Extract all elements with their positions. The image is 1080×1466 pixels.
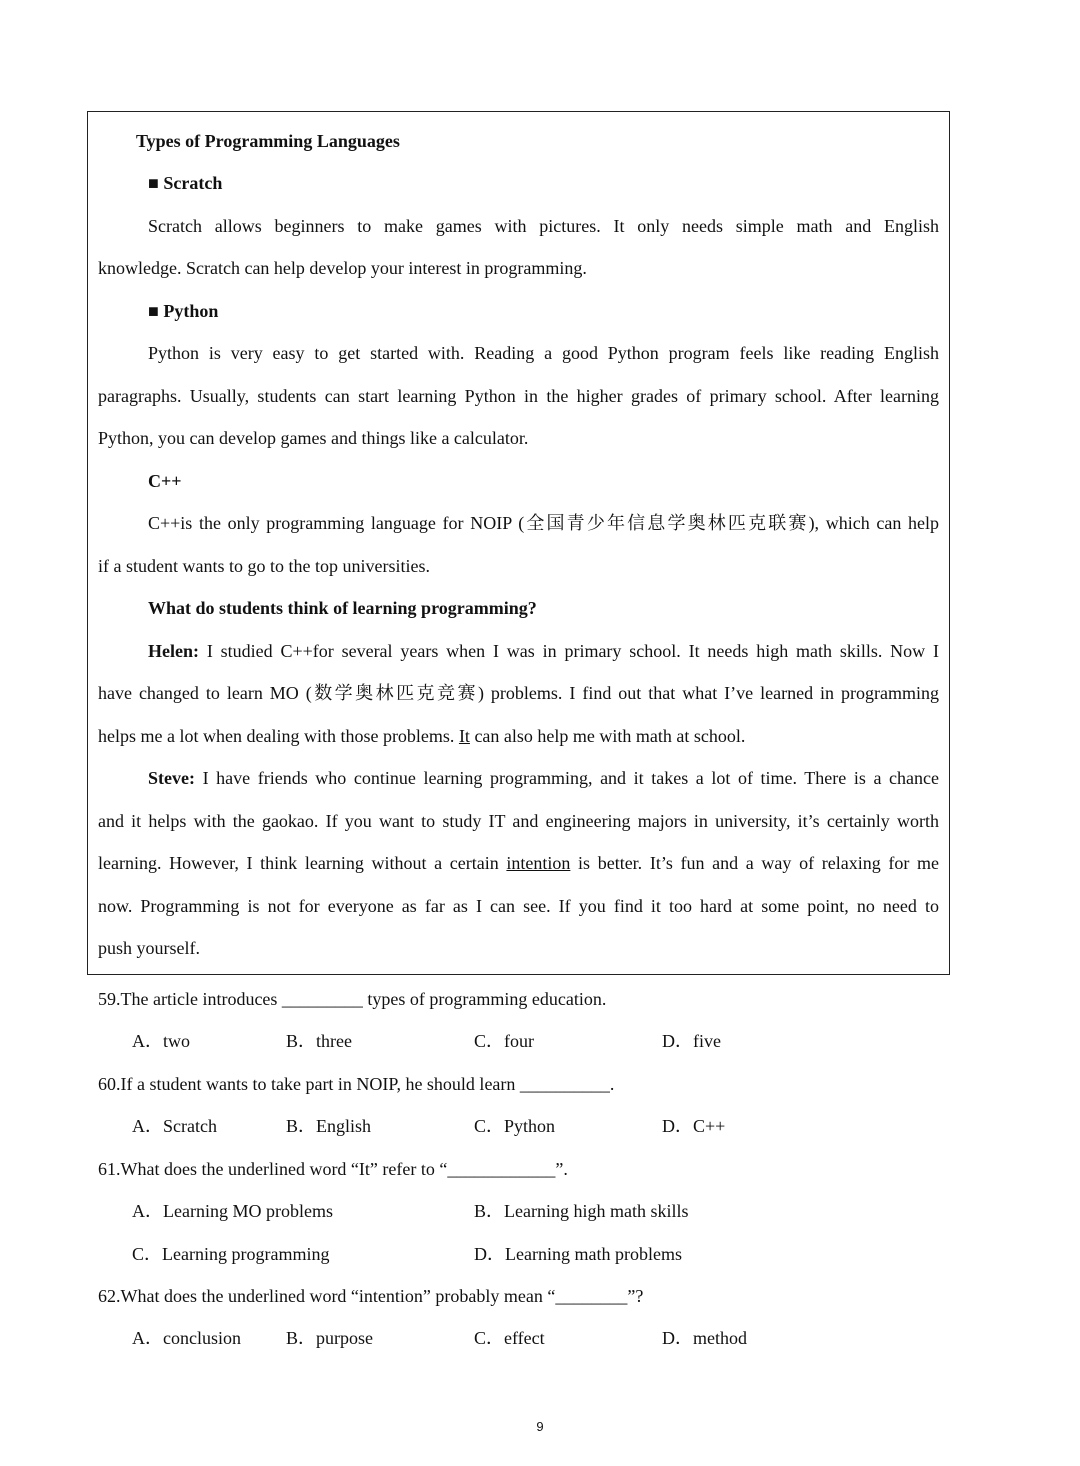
python-text-line-1: Python is very easy to get started with. Reading a good Python program feels like reading English: [148, 343, 939, 363]
steve-line-5: push yourself.: [98, 938, 200, 958]
scratch-heading: ■ Scratch: [148, 173, 223, 193]
passage-title: Types of Programming Languages: [136, 131, 400, 151]
python-text-line-2: paragraphs. Usually, students can start learning Python in the higher grades of primary school. After learning: [98, 386, 939, 406]
helen-text-3a: helps me a lot when dealing with those problems.: [98, 726, 459, 746]
question-61-option-b[interactable]: B．Learning high math skills: [474, 1201, 689, 1221]
steve-text-1: I have friends who continue learning programming, and it takes a lot of time. There is a chance: [194, 768, 939, 788]
question-62-option-b[interactable]: B．purpose: [286, 1328, 373, 1348]
passage-box: [87, 111, 950, 975]
python-text-line-3: Python, you can develop games and things like a calculator.: [98, 428, 529, 448]
underlined-it: It: [458, 726, 470, 746]
python-heading: ■ Python: [148, 301, 219, 321]
helen-line-2: have changed to learn MO (数学奥林匹克竞赛) problems. I find out that what I’ve learned in programming: [98, 683, 939, 703]
question-59-option-b[interactable]: B．three: [286, 1031, 352, 1051]
question-61-option-c[interactable]: C．Learning programming: [132, 1244, 330, 1264]
question-62-option-d[interactable]: D．method: [662, 1328, 747, 1348]
question-60-stem: 60.If a student wants to take part in NOIP, he should learn __________.: [98, 1074, 615, 1094]
steve-line-1: [148, 767, 939, 789]
helen-name: Helen:: [148, 641, 199, 661]
helen-line-3: [98, 725, 745, 747]
cpp-text-line-2: if a student wants to go to the top universities.: [98, 556, 430, 576]
question-60-option-b[interactable]: B．English: [286, 1116, 372, 1136]
scratch-text-line-2: knowledge. Scratch can help develop your interest in programming.: [98, 258, 587, 278]
question-60-option-a[interactable]: A．Scratch: [132, 1116, 217, 1136]
question-59-option-d[interactable]: D．five: [662, 1031, 721, 1051]
question-60-option-d[interactable]: D．C++: [662, 1116, 726, 1136]
steve-text-3b: is better. It’s fun and a way of relaxing for me: [570, 853, 939, 873]
page-number: 9: [536, 1419, 544, 1434]
underlined-intention: intention: [506, 853, 571, 873]
cpp-text-line-1: C++is the only programming language for NOIP (全国青少年信息学奥林匹克联赛), which can help: [148, 513, 939, 533]
question-59-option-c[interactable]: C．four: [474, 1031, 534, 1051]
scratch-text-line-1: Scratch allows beginners to make games with pictures. It only needs simple math and English: [148, 216, 939, 236]
steve-name: Steve:: [148, 768, 195, 788]
steve-line-3: [98, 852, 939, 874]
question-61-option-a[interactable]: A．Learning MO problems: [132, 1201, 333, 1221]
helen-text-3b: can also help me with math at school.: [469, 726, 746, 746]
helen-line-1: [148, 640, 939, 662]
steve-text-3a: learning. However, I think learning without a certain: [98, 853, 507, 873]
question-62-option-a[interactable]: A．conclusion: [132, 1328, 241, 1348]
question-59-option-a[interactable]: A．two: [132, 1031, 190, 1051]
question-62-stem: 62.What does the underlined word “intention” probably mean “________”?: [98, 1286, 644, 1306]
question-61-stem: 61.What does the underlined word “It” refer to “____________”.: [98, 1159, 568, 1179]
question-62-option-c[interactable]: C．effect: [474, 1328, 545, 1348]
steve-line-4: now. Programming is not for everyone as far as I can see. If you find it too hard at some point, no need to: [98, 896, 939, 916]
question-61-option-d[interactable]: D．Learning math problems: [474, 1244, 682, 1264]
question-59-stem: 59.The article introduces _________ types of programming education.: [98, 989, 607, 1009]
helen-text-1: I studied C++for several years when I was in primary school. It needs high math skills. Now I: [199, 641, 939, 661]
cpp-heading: C++: [148, 471, 182, 491]
question-60-option-c[interactable]: C．Python: [474, 1116, 556, 1136]
steve-line-2: and it helps with the gaokao. If you want to study IT and engineering majors in university, it’s certainly worth: [98, 811, 939, 831]
opinions-heading: What do students think of learning programming?: [148, 598, 537, 618]
